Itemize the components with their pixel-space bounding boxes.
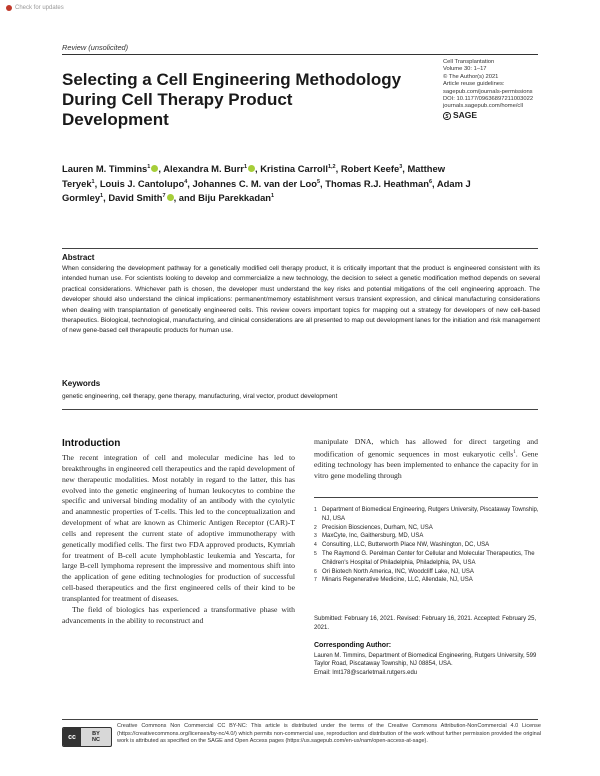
cc-icon: cc [63, 728, 81, 746]
author-affiliation: 1 [147, 164, 151, 170]
journal-meta [443, 59, 583, 120]
check-updates-icon [6, 5, 12, 11]
author-affiliation: 1 [271, 193, 275, 200]
keywords-text: genetic engineering, cell therapy, gene therapy, manufacturing, viral vector, product development [62, 393, 338, 400]
keywords-heading: Keywords [62, 379, 101, 388]
footnote-number: 7 [314, 577, 317, 584]
right-column-text-1: manipulate DNA, which has allowed for direct targeting and modification of genomic sequences in most eukaryotic cells [314, 437, 538, 459]
header-divider [62, 54, 538, 55]
corresponding-author-email[interactable]: Email: lmt178@scarletmail.rutgers.edu [314, 669, 418, 676]
reuse-guidelines: Article reuse guidelines: [443, 81, 505, 88]
author-affiliation: 1 [100, 193, 104, 200]
author-affiliation: 1,2 [327, 164, 336, 170]
orcid-icon[interactable] [248, 165, 255, 172]
footnote [314, 524, 540, 533]
license-divider [62, 719, 538, 720]
author[interactable] [325, 178, 432, 189]
reference-1[interactable]: 1 [513, 449, 516, 455]
license-text: Creative Commons Non Commercial CC BY-NC: This article is distributed under the terms of the Creative Commons Attribution-NonCommercial 4.0 License (https://creativecommons.org/licenses/by-nc/4.0/) which permits non-commercial use, reproduction and distribution of the work without further permission provided the original work is attributed as specified on the SAGE and Open Access pages (https://us.sagepub.com/en-us/nam/open-access-at-sage). [117, 723, 541, 745]
footnote [314, 541, 540, 550]
footnote-text: Minaris Regenerative Medicine, LLC, Allendale, NJ, USA [322, 577, 473, 584]
footnote-text: Ori Biotech North America, INC, Woodcliff Lake, NJ, USA [322, 568, 474, 575]
cc-nc-label: NC [92, 737, 100, 743]
footnote-number: 3 [314, 533, 317, 540]
journal-name: Cell Transplantation [443, 59, 495, 65]
author-name: Louis J. Cantolupo [99, 177, 185, 189]
abstract-divider-top [62, 248, 538, 249]
footnote [314, 550, 540, 568]
author-separator: , [187, 177, 193, 189]
author-separator: , [158, 163, 164, 175]
author[interactable] [62, 163, 158, 174]
article-type: Review (unsolicited) [62, 43, 129, 52]
right-column-text [314, 437, 538, 482]
author-separator: , [94, 177, 100, 189]
intro-paragraph-2: The field of biologics has experienced a transformative phase with advancements in the ability to reconstruct and [62, 604, 295, 625]
author-separator: , and [173, 192, 199, 204]
check-updates-label: Check for updates [15, 5, 64, 11]
author-affiliation: 6 [428, 178, 432, 185]
author-separator: , [320, 177, 326, 189]
footnote-number: 6 [314, 568, 317, 575]
author-name: Kristina Carroll [260, 163, 328, 175]
sage-logo-icon [443, 112, 451, 120]
cc-by-label: BY [92, 731, 100, 737]
article-title: Selecting a Cell Engineering Methodology During Cell Therapy Product Development [62, 70, 402, 129]
submission-dates: Submitted: February 16, 2021. Revised: February 16, 2021. Accepted: February 25, 2021. [314, 616, 537, 631]
cc-terms [81, 731, 111, 743]
abstract-divider-bottom [62, 409, 538, 410]
author-name: Robert Keefe [340, 163, 400, 175]
publisher-logo [443, 112, 583, 120]
reuse-link[interactable]: sagepub.com/journals-permissions [443, 88, 533, 95]
footnote-number: 5 [314, 550, 317, 557]
author[interactable] [100, 178, 187, 189]
author[interactable] [260, 163, 335, 174]
journal-home-link[interactable]: journals.sagepub.com/home/cll [443, 103, 523, 110]
abstract-heading: Abstract [62, 253, 95, 262]
doi-link[interactable]: DOI: 10.1177/09636897211003022 [443, 96, 534, 103]
right-column-paragraph [314, 437, 538, 482]
footnote-text: MaxCyte, Inc, Gaithersburg, MD, USA [322, 533, 424, 540]
footnote-number: 2 [314, 524, 317, 531]
publisher-name: SAGE [453, 110, 478, 121]
author-name: Biju Parekkadan [198, 192, 272, 204]
author-name: Lauren M. Timmins [62, 163, 148, 175]
footnote-divider [314, 497, 538, 498]
intro-paragraph-1: The recent integration of cell and molecular medicine has led to breakthroughs in engineered cell therapeutics and the rapid development of new therapeutic modalities. Most notably in regard to the latter, this has evolved into the genetic engineering of human leukocytes to combine the specific and universal binding modality of an antibody with the cytolytic and anamnestic properties of T-cells. This led to the conceptualization and development of what are known as Chimeric Antigen Receptor (CAR)-T cells and represent the current state of adoptive immunotherapy with genetically modified cells. The first two FDA approved products, Kymriah for treatment of B-cell acute lymphoblastic leukemia and Yescarta, for large B-cell lymphoma represent the impressive and momentous shift into the application of gene editing technologies for production of successful cell-based therapeutics and the first engineered cells of their kind to be transplanted for treatment of diseases. [62, 453, 295, 603]
author-separator: , [255, 163, 261, 175]
author-separator: , [103, 192, 109, 204]
journal-volume: Volume 30: 1–17 [443, 66, 487, 73]
footnote-text: Department of Biomedical Engineering, Rutgers University, Piscataway Township, NJ, USA [322, 507, 539, 522]
author-name: Johannes C. M. van der Loo [192, 177, 317, 189]
author[interactable] [108, 192, 173, 203]
abstract-text: When considering the development pathway for a genetically modified cell therapy product, it is critically important that the product is engineered consistent with its intended human use. For scientists looking to develop and commercialize a new technology, the decision to select a genetic modification method depends on several practical considerations. Whichever path is chosen, the developer must understand the key risks and potential mitigations of the cell engineering approach. The developer should also understand the clinical implications: permanent/memory establishment versus transient expression, and clinical manufacturing considerations when dealing with transplantation of genetically engineered cells. This review covers important topics for mapping out a strategy for developers of new cell-based therapeutics. Biological, technological, manufacturing, and clinical considerations are all presented to map out development lanes for the initiation and risk management of new gene-based cell therapeutic products for human use. [62, 265, 540, 335]
corresponding-author-address: Lauren M. Timmins, Department of Biomedical Engineering, Rutgers University, 599 Taylor Road, Piscataway Township, NJ 08854, USA. [314, 653, 537, 668]
footnote-text: The Raymond G. Perelman Center for Cellular and Molecular Therapeutics, The Children's Hospital of Philadelphia, Philadelphia, PA, USA [322, 550, 535, 566]
corresponding-author-details [314, 652, 540, 677]
orcid-icon[interactable] [167, 194, 174, 201]
author-separator: , [432, 177, 437, 189]
author-affiliation: 5 [316, 178, 321, 185]
author[interactable] [341, 163, 402, 174]
author-name: Thomas R.J. Heathman [325, 177, 429, 189]
footnote [314, 506, 540, 524]
footnote-number: 4 [314, 542, 317, 549]
author[interactable] [163, 163, 255, 174]
footnote-text: Consulting, LLC, Butterworth Place NW, Washington, DC, USA [322, 542, 490, 549]
copyright: © The Author(s) 2021 [443, 73, 499, 80]
author-name: Alexandra M. Burr [163, 163, 244, 175]
cc-license-badge[interactable] [62, 727, 112, 747]
author[interactable] [192, 178, 320, 189]
footnote [314, 568, 540, 577]
author-name: Adam J Gormley [62, 177, 471, 204]
author-separator: , [402, 163, 408, 175]
affiliation-footnotes [314, 506, 540, 585]
author-affiliation: 3 [399, 164, 403, 170]
author-separator: , [335, 163, 341, 175]
author-affiliation: 4 [184, 178, 188, 185]
left-column [62, 453, 295, 627]
introduction-heading: Introduction [62, 438, 121, 449]
footnote [314, 576, 540, 585]
author-affiliation: 1 [243, 164, 248, 170]
author-affiliation: 1 [91, 178, 95, 185]
author-list [62, 161, 482, 205]
author-name: Matthew Teryek [62, 163, 445, 189]
corresponding-author-heading: Corresponding Author: [314, 642, 392, 649]
footnote [314, 532, 540, 541]
footnote-text: Precision Biosciences, Durham, NC, USA [322, 524, 433, 531]
right-column-text-2: . Gene editing technology has been implemented to enhance the capacity for in vitro gene modeling through [314, 449, 538, 481]
author-affiliation: 7 [162, 193, 166, 200]
author[interactable] [198, 192, 274, 203]
author-name: David Smith [108, 192, 163, 204]
check-for-updates-badge[interactable] [6, 5, 64, 11]
footnote-number: 1 [314, 507, 317, 513]
